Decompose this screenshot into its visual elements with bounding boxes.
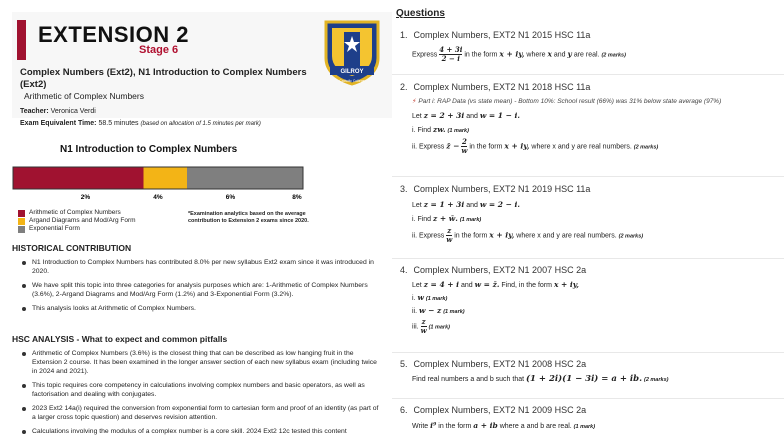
question-4: [400, 265, 780, 335]
rap-data-note: ⚡ Part i: RAP Data (vs state mean) - Bottom 10%: School result (66%) was 31% below state average (97%): [412, 98, 722, 105]
fraction: $\frac{4 + 3i}{2 - i}$: [439, 45, 463, 63]
legend-item: Argand Diagrams and Mod/Arg Form: [18, 217, 136, 225]
right-page: [392, 0, 784, 441]
contribution-chart: [10, 164, 310, 204]
question-2: [400, 82, 780, 155]
question-body: Write i⁹ in the form a + ib where a and b are real. (1 mark): [412, 421, 596, 430]
question-3: [400, 184, 780, 244]
question-body: Find real numbers a and b such that (1 + 2i)(1 − 3i) = a + ib. (2 marks): [412, 374, 669, 384]
legend-swatch: [18, 226, 25, 233]
bar-segment-1: [13, 167, 144, 189]
legend-swatch: [18, 218, 25, 225]
crest-sub: Catholic College: [339, 79, 365, 83]
question-title: 6. Complex Numbers, EXT2 N1 2009 HSC 2a: [400, 405, 587, 415]
tick-label: 8%: [292, 194, 302, 201]
tick-label: 2%: [80, 194, 91, 201]
question-title: 5. Complex Numbers, EXT2 N1 2008 HSC 2a: [400, 359, 587, 369]
list-item: We have split this topic into three categories for analysis purposes which are: 1-Arithmetic of Complex Numbers (3.6%), 2-Argand Diagrams and Mod/Arg Form (1.2%) and 3-Exponential Form (3.2%).: [22, 281, 382, 299]
topic-subtitle: Complex Numbers (Ext2), N1 Introduction to Complex Numbers (Ext2): [20, 67, 307, 90]
question-6: [400, 405, 780, 434]
questions-heading: Questions: [396, 8, 445, 19]
chart-note: *Examination analytics based on the average contribution to Extension 2 exams since 2020.: [188, 211, 309, 224]
question-5: [400, 359, 780, 387]
chart-legend: [18, 209, 136, 233]
divider: [392, 74, 784, 75]
list-item: Arithmetic of Complex Numbers (3.6%) is the closest thing that can be described as low hanging fruit in the Extension 2 course. It has been examined in the longer answer section of each new syllabus exam (including twice in 2024 and 2021).: [22, 349, 382, 376]
tick-label: 6%: [225, 194, 236, 201]
list-item: This analysis looks at Arithmetic of Complex Numbers.: [22, 304, 382, 313]
crest-text: GILROY: [340, 69, 364, 75]
exam-time-line: Exam Equivalent Time: 58.5 minutes (based on allocation of 1.5 minutes per mark): [20, 120, 261, 127]
bar-segment-3: [187, 167, 303, 189]
lightning-icon: ⚡: [412, 98, 417, 105]
topic-subsubtitle: Arithmetic of Complex Numbers: [24, 91, 144, 101]
question-title: 1. Complex Numbers, EXT2 N1 2015 HSC 11a: [400, 30, 591, 40]
stage-label: Stage 6: [139, 44, 179, 56]
list-item: Calculations involving the modulus of a complex number is a core skill. 2024 Ext2 12c tested this content: [22, 427, 382, 436]
bar-segment-2: [144, 167, 188, 189]
divider: [392, 352, 784, 353]
question-title: 4. Complex Numbers, EXT2 N1 2007 HSC 2a: [400, 265, 587, 275]
legend-item: Exponential Form: [18, 225, 136, 233]
divider: [392, 398, 784, 399]
historical-list: [22, 258, 382, 318]
divider: [392, 258, 784, 259]
question-1: [400, 30, 780, 63]
school-crest-icon: [322, 18, 382, 88]
legend-swatch: [18, 210, 25, 217]
list-item: This topic requires core competency in calculations involving complex numbers and basic operators, as well as factorisation and dealing with conjugates.: [22, 381, 382, 399]
list-item: 2023 Ext2 14a(i) required the conversion from exponential form to cartesian form and proof of an identity (as part of a larger cross topic question) and deserves revision attention.: [22, 404, 382, 422]
question-body: Let z = 1 + 3i and w = 2 − i. i. Find z + w̄. (1 mark) ii. Express $\frac{z}{w}$ in the form x + iy, where x and y are real numbers. (2 marks): [412, 200, 644, 244]
chart-title: N1 Introduction to Complex Numbers: [60, 144, 238, 155]
tick-label: 4%: [153, 194, 163, 201]
hsc-heading: HSC ANALYSIS - What to expect and common pitfalls: [12, 334, 228, 344]
page-title: EXTENSION 2: [38, 22, 189, 47]
question-title: 3. Complex Numbers, EXT2 N1 2019 HSC 11a: [400, 184, 591, 194]
legend-item: Arithmetic of Complex Numbers: [18, 209, 136, 217]
question-body: Express $\frac{4 + 3i}{2 - i}$ in the form x + iy, where x and y are real. (2 marks): [412, 45, 626, 63]
question-title: 2. Complex Numbers, EXT2 N1 2018 HSC 11a: [400, 82, 591, 92]
question-body: Let z = 2 + 3i and w = 1 − i. i. Find zw. (1 mark) ii. Express z̄ − $\frac{2}{w}$ in the form x + iy, where x and y are real numbers. (2 marks): [412, 111, 659, 155]
historical-heading: HISTORICAL CONTRIBUTION: [12, 243, 132, 253]
hsc-list: [22, 349, 382, 441]
divider: [392, 176, 784, 177]
title-accent-bar: [17, 20, 26, 60]
list-item: N1 Introduction to Complex Numbers has contributed 8.0% per new syllabus Ext2 exam since it was introduced in 2020.: [22, 258, 382, 276]
question-body: Let z = 4 + i and w = z̄. Find, in the form x + iy, i. w (1 mark) ii. w − z (1 mark) iii. $\frac{z}{w}$ (1 mark): [412, 280, 580, 335]
teacher-line: Teacher: Veronica Verdi: [20, 108, 96, 115]
